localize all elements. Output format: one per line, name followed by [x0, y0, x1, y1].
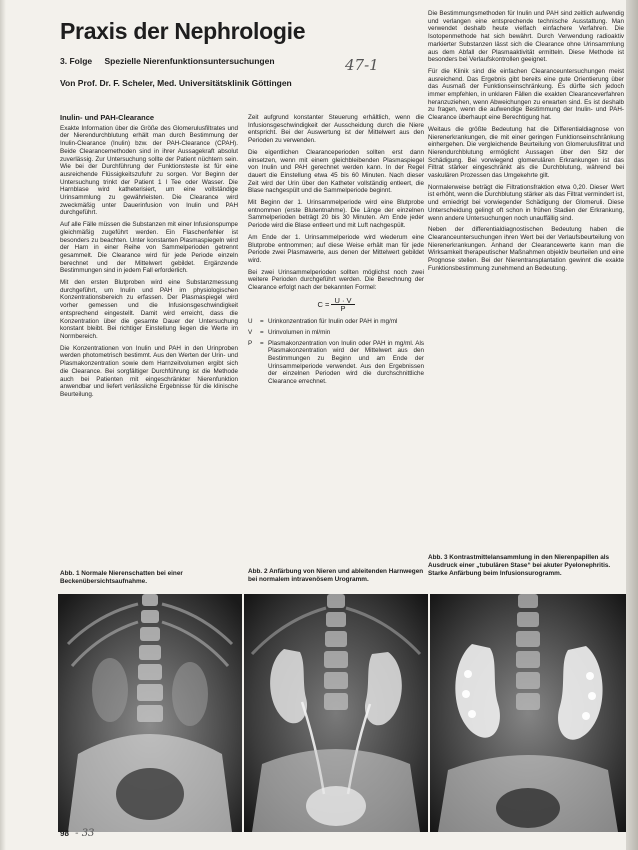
clearance-formula — [248, 297, 424, 313]
series-line — [60, 56, 285, 66]
definition-p — [248, 340, 424, 386]
paragraph: Die eigentlichen Clearanceperioden sollten erst dann einsetzen, wenn mit einem gleichbleibenden Plasmaspiegel von Inulin und PAH gerechnet werden kann. In der Regel dauert die Einstellung etwa 45 bis 60 Minuten. Nach dieser Zeit wird der Urin über den Katheter vollständig entleert, die Blase nachgespült und die Sammelperiode beginnt. — [248, 148, 424, 195]
paragraph: Für die Klinik sind die einfachen Clearanceuntersuchungen meist ausreichend. Das Ergebnis gibt bereits eine gute Orientierung über das Ausmaß der Funktionseinschränkung. Es dürfte sich jedoch immer empfehlen, in unklaren Fällen die exakten Clearanceverfahren heranzuziehen, wenn Abweichungen zu erwarten sind. Es ist deshalb zu fragen, wenn die aufwendige Bestimmung der Inulin- und PAH-Clearance überhaupt eine Berechtigung hat. — [428, 67, 624, 122]
figure-caption-2: Abb. 2 Anfärbung von Nieren und ableitenden Harnwegen bei normalem intravenösem Urogramm. — [248, 568, 424, 583]
paragraph: Mit Beginn der 1. Urinsammelperiode wird eine Blutprobe entnommen (erste Blutentnahme). Die Länge der einzelnen Sammelperioden beträgt 20 bis 30 Minuten. Am Ende jeder Periode wird die Blase entleert und mit Luft nachgespült. — [248, 199, 424, 230]
definition-symbol: P — [248, 339, 253, 347]
definition-equals: = — [260, 328, 264, 336]
figure-caption-1: Abb. 1 Normale Nierenschatten bei einer Beckenübersichtsaufnahme. — [60, 570, 183, 585]
page-number-value: 98 — [60, 829, 69, 838]
paragraph: Weitaus die größte Bedeutung hat die Differentialdiagnose von Nierenerkrankungen, die mit einer geringen Funktionseinschränkung einhergehen. Die vergleichende Beurteilung von Glomerulusfiltrat und Nierendurchblutung ermöglicht Aussagen über den Sitz der Schädigung. Bei vorwiegend glomerulären Erkrankungen ist das Filtrat stärker eingeschränkt als die Durchblutung, während bei vaskulären Prozessen das Umgekehrte gilt. — [428, 125, 624, 180]
paragraph: Normalerweise beträgt die Filtrationsfraktion etwa 0,20. Dieser Wert ist erhöht, wenn die Durchblutung stärker als das Filtrat vermindert ist, und erniedrigt bei vorwiegender Schädigung der Glomeruli. Diese Unterscheidung gelingt oft schon in frühen Stadien der Erkrankung, wenn andere Untersuchungen noch unauffällig sind. — [428, 183, 624, 222]
section-heading: Inulin- und PAH-Clearance — [60, 114, 155, 122]
xray-image-1 — [58, 594, 242, 832]
paragraph: Die Konzentrationen von Inulin und PAH in den Urinproben werden photometrisch bestimmt. Aus den Werten der Urin- und Plasmakonzentration sowie dem Harnzeitvolumen ergibt sich die Clearance. Bei sorgfältiger Durchführung ist die Methode auch bei Patienten mit eingeschränkter Nierenfunktion anwendbar und liefert verlässliche Ergebnisse für die klinische Beurteilung. — [60, 344, 238, 398]
paragraph: Zeit aufgrund konstanter Steuerung erhältlich, wenn die Infusionsgeschwindigkeit der Ausscheidung durch die Niere entspricht. Bei der Auswertung ist der Mittelwert aus den Perioden zu verwenden. — [248, 114, 424, 145]
definition-equals: = — [260, 318, 264, 326]
page-title: Praxis der Nephrologie — [60, 18, 306, 44]
author-line: Von Prof. Dr. F. Scheler, Med. Universitätsklinik Göttingen — [60, 78, 292, 88]
paragraph: Neben der differentialdiagnostischen Bedeutung haben die Clearanceuntersuchungen ihren Wert bei der Verlaufsbeurteilung von Nierenerkrankungen. Anhand der Clearancewerte kann man die Wirksamkeit therapeutischer Maßnahmen objektiv beurteilen und eine Prognose stellen. Bei der Nierentransplantation gewinnt die exakte Funktionsbestimmung zunehmend an Bedeutung. — [428, 226, 624, 272]
xray-figure-2 — [244, 594, 428, 832]
formula-denominator: P — [340, 304, 346, 314]
text-column-1 — [60, 114, 238, 566]
definition-u — [248, 318, 424, 326]
scan-edge-right — [626, 0, 638, 850]
paragraph: Mit den ersten Blutproben wird eine Substanzmessung durchgeführt, um Inulin und PAH im physiologischen Konzentrationsbereich zu erfassen. Der Plasmaspiegel wird vorher gemessen und die Infusionsgeschwindigkeit entsprechend eingestellt. Damit wird erreicht, dass die Konzentration über die gesamte Dauer der Untersuchung konstant bleibt. Bei richtiger Einstellung liegen die Werte im Normbereich. — [60, 279, 238, 340]
series-title: Spezielle Nierenfunktionsuntersuchungen — [104, 56, 275, 66]
paragraph: Bei zwei Urinsammelperioden sollten möglichst noch zwei weitere Perioden durchgeführt werden. Die Berechnung der Clearance erfolgt nach der bekannten Formel: — [248, 268, 424, 292]
xray-figure-1 — [58, 594, 242, 832]
definition-symbol: U — [248, 318, 253, 326]
paragraph: Am Ende der 1. Urinsammelperiode wird wiederum eine Blutprobe entnommen; auf diese Weise erhält man für jede Periode zwei Plasmawerte, aus denen der Mittelwert gebildet wird. — [248, 233, 424, 264]
xray-image-2 — [244, 594, 428, 832]
paragraph: Exakte Information über die Größe des Glomerulusfiltrates und der Nierendurchblutung erhält man durch Bestimmung der Inulin-Clearance (Inulin) bzw. der PAH-Clearance (CPAH). Beide Clearancemethoden sind in ihrer Aussagekraft absolut zuverlässig. Zur Untersuchung sollte der Patient nüchtern sein. Wie bei der Durchführung der Funktionsteste ist für eine ausreichende Flüssigkeitszufuhr zu sorgen. Vor Beginn der Untersuchung trinkt der Patient 1 l Tee oder Wasser. Die Harnblase wird katheterisiert, um eine vollständige Urinsammlung zu gewährleisten. Die Clearance wird zweckmäßig unter Dauerinfusion von Inulin und PAH durchgeführt. — [60, 124, 238, 217]
formula-fraction — [331, 297, 354, 313]
figure-caption-3: Abb. 3 Kontrastmittelansammlung in den Nierenpapillen als Ausdruck einer „tubulären Stase“ bei akuter Pyelonephritis. Starke Anfärbung beim Infusionsurogramm. — [428, 554, 611, 577]
series-number: 3. Folge — [60, 56, 93, 66]
scan-edge-left — [0, 0, 6, 850]
definition-v — [248, 329, 424, 337]
formula-lhs: C = — [317, 299, 330, 309]
definition-text: Urinkonzentration für Inulin oder PAH in mg/ml — [268, 318, 398, 326]
text-column-3 — [428, 10, 624, 550]
definition-symbol: V — [248, 328, 253, 336]
text-column-2 — [248, 114, 424, 566]
handwritten-page-note: - 33 — [75, 828, 95, 839]
paragraph: Die Bestimmungsmethoden für Inulin und PAH sind zeitlich aufwendig und verlangen eine entsprechende technische Ausstattung. Man verwendet deshalb heute vielfach einfachere Verfahren. Die Isotopenmethode hat sich bewährt. Durch Verwendung radioaktiv markierter Substanzen lässt sich die Clearance ohne Urinsammlung aus dem Abfall der Plasmaaktivität ermitteln. Diese Methode ist besonders bei Verlaufskontrollen geeignet. — [428, 10, 624, 64]
xray-image-3 — [430, 594, 626, 832]
paragraph: Auf alle Fälle müssen die Substanzen mit einer Infusionspumpe gleichmäßig zugeführt werden. Ein Flaschenfehler ist besonders zu beachten. Unter konstanten Plasmaspiegeln wird der Harn in einer Reihe von Sammelperioden getrennt gesammelt. Die Clearance wird für jede Periode einzeln berechnet und der Mittelwert gebildet. Ergänzende Bestimmungen sind in jedem Fall erforderlich. — [60, 221, 238, 275]
definition-text: Urinvolumen in ml/min — [268, 328, 331, 336]
xray-figure-3 — [430, 594, 626, 832]
formula-numerator: U · V — [331, 297, 354, 306]
page-number — [60, 828, 94, 839]
definition-equals: = — [260, 339, 264, 347]
definition-text: Plasmakonzentration von Inulin oder PAH in mg/ml. Als Plasmakonzentration wird der Mittelwert aus den Bestimmungen zu Beginn und am Ende der Urinsammelperiode verwendet. Aus den Ergebnissen der einzelnen Perioden wird die durchschnittliche Clearance errechnet. — [268, 339, 424, 386]
handwritten-note: 47-1 — [345, 56, 379, 74]
